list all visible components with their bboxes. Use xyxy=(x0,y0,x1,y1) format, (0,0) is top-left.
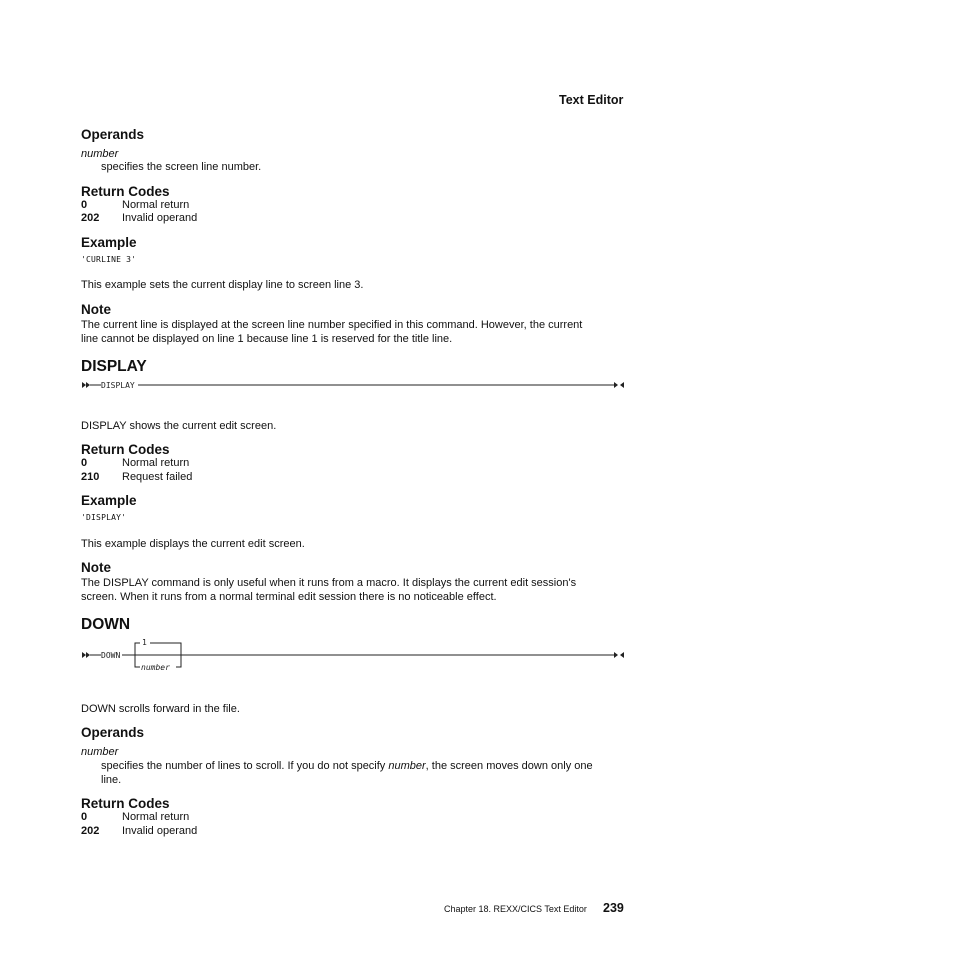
example-code: 'CURLINE 3' xyxy=(81,255,137,264)
return-code: 202 xyxy=(81,825,100,837)
example-heading: Example xyxy=(81,235,137,250)
note-heading: Note xyxy=(81,302,111,317)
example-description: This example displays the current edit screen. xyxy=(81,538,305,550)
example-heading: Example xyxy=(81,493,137,508)
return-code: 202 xyxy=(81,212,100,224)
section-description: DOWN scrolls forward in the file. xyxy=(81,703,240,715)
syntax-end-arrow-icon xyxy=(614,382,624,388)
section-title-display: DISPLAY xyxy=(81,358,147,375)
syntax-keyword: DISPLAY xyxy=(101,381,135,390)
return-code-desc: Request failed xyxy=(122,471,193,483)
syntax-start-arrow-icon xyxy=(82,382,90,388)
section-description: DISPLAY shows the current edit screen. xyxy=(81,420,277,432)
syntax-operand: number xyxy=(141,663,170,672)
return-code-desc: Invalid operand xyxy=(122,212,198,224)
syntax-end-arrow-icon xyxy=(614,652,624,658)
return-code-desc: Normal return xyxy=(122,811,190,823)
note-heading: Note xyxy=(81,560,111,575)
return-code: 0 xyxy=(81,199,88,211)
operand-name: number xyxy=(81,746,119,758)
return-code: 0 xyxy=(81,811,88,823)
return-code-desc: Normal return xyxy=(122,199,190,211)
note-text: The DISPLAY command is only useful when it runs from a macro. It displays the current edit session's screen. When it runs from a normal terminal edit session there is no noticeable effect. xyxy=(81,577,577,603)
return-code: 210 xyxy=(81,471,100,483)
syntax-start-arrow-icon xyxy=(82,652,90,658)
running-header: Text Editor xyxy=(559,93,624,107)
operand-description: specifies the number of lines to scroll. If you do not specify number, the screen moves down only one line. xyxy=(101,760,593,786)
page-number: 239 xyxy=(603,901,624,915)
operand-name: number xyxy=(81,148,119,160)
note-text: The current line is displayed at the screen line number specified in this command. However, the current line cannot be displayed on line 1 because line 1 is reserved for the title line. xyxy=(81,319,583,345)
return-code-desc: Normal return xyxy=(122,457,190,469)
syntax-diagram-display xyxy=(80,376,628,394)
return-code: 0 xyxy=(81,457,88,469)
return-codes-heading: Return Codes xyxy=(81,796,170,811)
return-codes-heading: Return Codes xyxy=(81,442,170,457)
example-code: 'DISPLAY' xyxy=(81,513,127,522)
operand-description: specifies the screen line number. xyxy=(101,161,262,173)
return-code-desc: Invalid operand xyxy=(122,825,198,837)
footer-chapter: Chapter 18. REXX/CICS Text Editor xyxy=(444,904,587,914)
example-description: This example sets the current display line to screen line 3. xyxy=(81,279,364,291)
section-title-down: DOWN xyxy=(81,616,131,633)
operands-heading: Operands xyxy=(81,127,145,142)
return-codes-heading: Return Codes xyxy=(81,184,170,199)
syntax-keyword: DOWN xyxy=(101,651,121,660)
syntax-diagram-down xyxy=(80,636,628,676)
syntax-default-value: 1 xyxy=(142,638,147,647)
operands-heading: Operands xyxy=(81,725,145,740)
